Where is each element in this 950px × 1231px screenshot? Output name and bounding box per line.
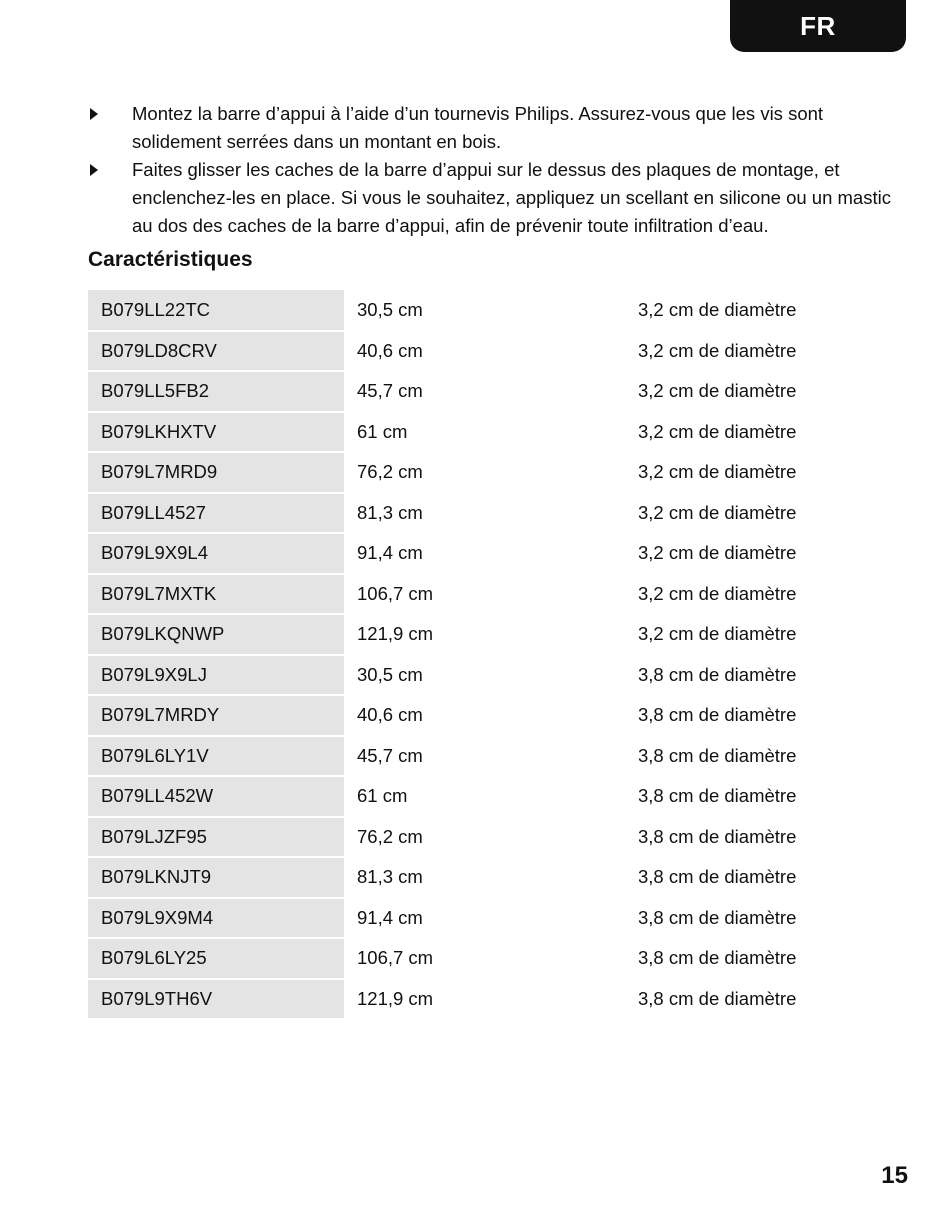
product-code-cell: B079LD8CRV xyxy=(88,331,344,372)
length-cell: 45,7 cm xyxy=(357,380,423,402)
diameter-cell: 3,2 cm de diamètre xyxy=(638,339,797,361)
instruction-item xyxy=(88,156,898,240)
length-cell: 106,7 cm xyxy=(357,947,434,969)
table-row xyxy=(88,817,898,858)
length-cell: 91,4 cm xyxy=(357,906,423,928)
table-row xyxy=(88,898,898,939)
product-code-cell: B079LL22TC xyxy=(88,290,344,331)
table-row xyxy=(88,493,898,534)
table-row xyxy=(88,938,898,979)
table-row xyxy=(88,979,898,1020)
diameter-cell: 3,8 cm de diamètre xyxy=(638,785,797,807)
length-cell: 40,6 cm xyxy=(357,339,423,361)
length-cell: 121,9 cm xyxy=(357,987,434,1009)
product-code-cell: B079L6LY25 xyxy=(88,938,344,979)
length-cell: 30,5 cm xyxy=(357,299,423,321)
table-row xyxy=(88,736,898,777)
length-cell: 61 cm xyxy=(357,785,408,807)
instruction-text: Faites glisser les caches de la barre d’appui sur le dessus des plaques de montage, et enclenchez-les en place. Si vous le souhaitez, appliquez un scellant en silicone ou un mastic au dos des caches de la barre d’appui, afin de prévenir toute infiltration d’eau. xyxy=(132,159,891,236)
product-code-cell: B079L7MRD9 xyxy=(88,452,344,493)
length-cell: 61 cm xyxy=(357,420,408,442)
table-row xyxy=(88,412,898,453)
length-cell: 121,9 cm xyxy=(357,623,434,645)
product-code-cell: B079L9X9L4 xyxy=(88,533,344,574)
table-row xyxy=(88,533,898,574)
diameter-cell: 3,8 cm de diamètre xyxy=(638,947,797,969)
instruction-item xyxy=(88,100,898,156)
length-cell: 106,7 cm xyxy=(357,582,434,604)
diameter-cell: 3,2 cm de diamètre xyxy=(638,461,797,483)
diameter-cell: 3,2 cm de diamètre xyxy=(638,501,797,523)
product-code-cell: B079LJZF95 xyxy=(88,817,344,858)
table-row xyxy=(88,371,898,412)
instruction-list xyxy=(88,100,898,240)
length-cell: 91,4 cm xyxy=(357,542,423,564)
diameter-cell: 3,8 cm de diamètre xyxy=(638,825,797,847)
product-code-cell: B079L9X9M4 xyxy=(88,898,344,939)
table-row xyxy=(88,290,898,331)
table-row xyxy=(88,614,898,655)
diameter-cell: 3,8 cm de diamètre xyxy=(638,663,797,685)
diameter-cell: 3,2 cm de diamètre xyxy=(638,299,797,321)
length-cell: 45,7 cm xyxy=(357,744,423,766)
bullet-arrow-icon xyxy=(90,108,98,120)
diameter-cell: 3,8 cm de diamètre xyxy=(638,906,797,928)
product-code-cell: B079LL5FB2 xyxy=(88,371,344,412)
table-row xyxy=(88,574,898,615)
diameter-cell: 3,2 cm de diamètre xyxy=(638,582,797,604)
diameter-cell: 3,2 cm de diamètre xyxy=(638,420,797,442)
table-row xyxy=(88,331,898,372)
diameter-cell: 3,8 cm de diamètre xyxy=(638,987,797,1009)
product-code-cell: B079LL4527 xyxy=(88,493,344,534)
table-row xyxy=(88,857,898,898)
length-cell: 76,2 cm xyxy=(357,825,423,847)
product-code-cell: B079L9TH6V xyxy=(88,979,344,1020)
instruction-text: Montez la barre d’appui à l’aide d’un tournevis Philips. Assurez-vous que les vis sont solidement serrées dans un montant en bois. xyxy=(132,103,824,152)
diameter-cell: 3,8 cm de diamètre xyxy=(638,744,797,766)
length-cell: 40,6 cm xyxy=(357,704,423,726)
product-code-cell: B079LKQNWP xyxy=(88,614,344,655)
product-code-cell: B079L9X9LJ xyxy=(88,655,344,696)
diameter-cell: 3,8 cm de diamètre xyxy=(638,704,797,726)
table-row xyxy=(88,776,898,817)
length-cell: 81,3 cm xyxy=(357,866,423,888)
length-cell: 30,5 cm xyxy=(357,663,423,685)
product-code-cell: B079LKNJT9 xyxy=(88,857,344,898)
diameter-cell: 3,2 cm de diamètre xyxy=(638,542,797,564)
page-number: 15 xyxy=(881,1162,908,1189)
table-row xyxy=(88,655,898,696)
product-code-cell: B079LL452W xyxy=(88,776,344,817)
diameter-cell: 3,2 cm de diamètre xyxy=(638,623,797,645)
length-cell: 81,3 cm xyxy=(357,501,423,523)
product-code-cell: B079L7MXTK xyxy=(88,574,344,615)
product-code-cell: B079LKHXTV xyxy=(88,412,344,453)
product-code-cell: B079L6LY1V xyxy=(88,736,344,777)
diameter-cell: 3,8 cm de diamètre xyxy=(638,866,797,888)
specifications-table xyxy=(88,290,898,1020)
product-code-cell: B079L7MRDY xyxy=(88,695,344,736)
bullet-arrow-icon xyxy=(90,164,98,176)
table-row xyxy=(88,452,898,493)
section-title: Caractéristiques xyxy=(88,248,253,271)
diameter-cell: 3,2 cm de diamètre xyxy=(638,380,797,402)
table-row xyxy=(88,695,898,736)
length-cell: 76,2 cm xyxy=(357,461,423,483)
language-tab-label: FR xyxy=(800,10,836,41)
language-tab xyxy=(730,0,906,52)
